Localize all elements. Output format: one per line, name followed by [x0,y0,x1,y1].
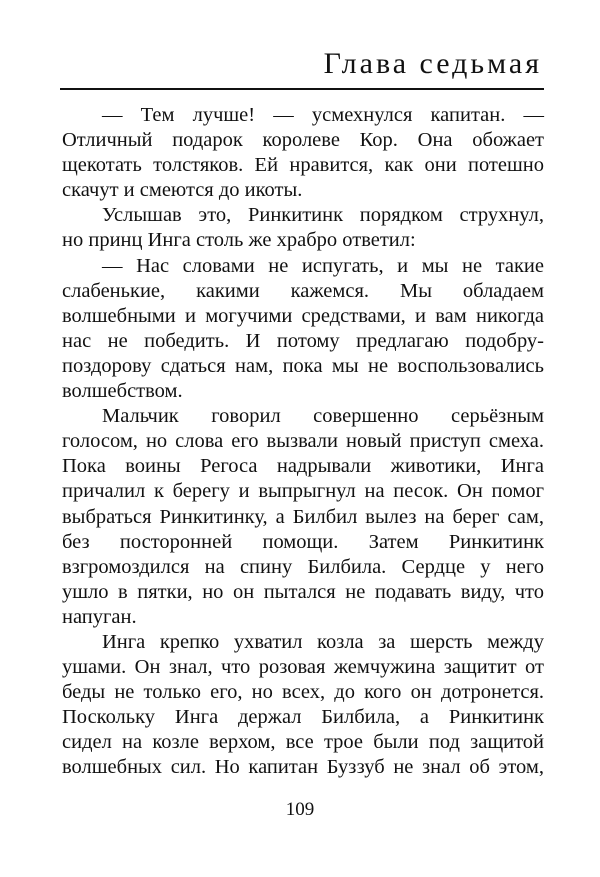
text-line: слабенькие, какими кажемся. Мы обладаем [62,279,544,302]
paragraph-2 [62,203,544,253]
text-line: ушло в пятки, но он пытался не подавать виду, что [62,580,544,603]
paragraph-5 [62,630,544,781]
page-header [60,44,544,94]
text-line: Инга крепко ухватил козла за шерсть между [102,630,544,653]
text-line: беды не только его, но всех, до кого он дотронется. [62,681,544,704]
text-line: щекотать толстяков. Ей нравится, как они потешно [62,154,544,177]
text-line: волшебными и могучими средствами, и вам никогда [62,304,544,327]
text-line: поздорову сдаться нам, пока мы не воспользовались [62,354,544,377]
text-line: выбраться Ринкитинку, а Билбил вылез на берег сам, [62,505,544,528]
text-line: Услышав это, Ринкитинк порядком струхнул, [102,204,544,227]
paragraph-3 [62,254,544,405]
text-line: Пока воины Регоса надрывали животики, Инга [62,455,544,478]
text-line: — Нас словами не испугать, и мы не такие [102,254,544,277]
text-line: — Тем лучше! — усмехнулся капитан. — [102,104,544,126]
paragraph-1 [62,103,544,203]
text-line: Мальчик говорил совершенно серьёзным [102,405,544,428]
text-line: нас не победить. И потому предлагаю подобру- [62,329,544,352]
body-text [62,103,544,781]
text-line: Поскольку Инга держал Билбила, а Ринкитинк [62,706,544,729]
text-line: но принц Инга столь же храбро ответил: [62,229,416,252]
text-line: ушами. Он знал, что розовая жемчужина защитит от [62,656,544,679]
text-line: напуган. [62,605,137,628]
text-line: взгромоздился на спину Билбила. Сердце у него [62,555,544,578]
header-rule [60,88,544,90]
text-line: скачут и смеются до икоты. [62,179,303,202]
text-line: причалил к берегу и выпрыгнул на песок. Он помог [62,480,544,503]
paragraph-4 [62,404,544,630]
page-number: 109 [285,799,315,820]
text-line: без посторонней помощи. Затем Ринкитинк [62,530,544,553]
text-line: сидел на козле верхом, все трое были под защитой [62,731,544,754]
text-line: голосом, но слова его вызвали новый приступ смеха. [62,430,544,453]
chapter-title: Глава седьмая [323,47,542,80]
text-line: волшебством. [62,380,183,403]
text-line: Отличный подарок королеве Кор. Она обожает [62,129,544,152]
text-line: волшебных сил. Но капитан Буззуб не знал об этом, [62,756,544,779]
